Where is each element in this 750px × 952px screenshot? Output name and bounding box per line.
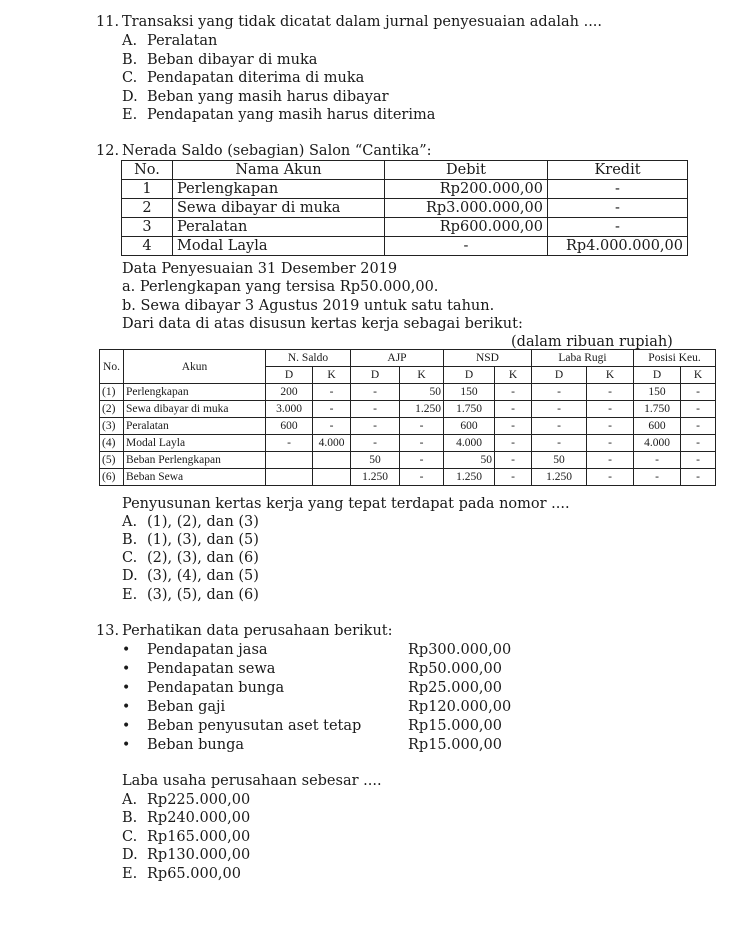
cell: Beban Perlengkapan [124,452,266,469]
ws-col-d: D [266,367,313,384]
data-item-label: Beban gaji [147,699,226,715]
q13-number: 13. [96,623,120,639]
cell: - [681,401,716,418]
cell: - [532,384,587,401]
q12-option-c: (2), (3), dan (6) [147,550,259,566]
data-item-value: Rp25.000,00 [408,680,502,696]
q13-option-e-letter: E. [122,866,138,882]
table-row [100,435,716,452]
cell: - [495,435,532,452]
cell: - [587,401,634,418]
cell: - [313,401,351,418]
cell: 50 [400,384,444,401]
bullet: • [122,737,131,753]
cell: - [495,469,532,486]
cell: - [548,180,688,199]
cell: - [351,418,400,435]
ws-col-k: K [681,367,716,384]
ws-col-akun: Akun [124,350,266,384]
cell: - [266,435,313,452]
cell: 150 [634,384,681,401]
cell: - [587,384,634,401]
cell: 3.000 [266,401,313,418]
cell: 1.750 [444,401,495,418]
cell: Perlengkapan [124,384,266,401]
ws-col-k: K [495,367,532,384]
ws-group-posisikeu: Posisi Keu. [634,350,716,367]
q11-option-b: Beban dibayar di muka [147,52,318,68]
q13-question: Laba usaha perusahaan sebesar .... [122,773,382,789]
data-item-label: Pendapatan jasa [147,642,268,658]
table-row [100,418,716,435]
bullet: • [122,661,131,677]
data-item-label: Beban penyusutan aset tetap [147,718,362,734]
ws-col-d: D [351,367,400,384]
cell: (6) [100,469,124,486]
bullet: • [122,642,131,658]
cell: - [351,384,400,401]
q12-option-e-letter: E. [122,587,138,603]
table-row [122,199,688,218]
worksheet-intro: Dari data di atas disusun kertas kerja sebagai berikut: [122,316,523,332]
trial-balance-table [121,160,688,256]
cell: 50 [351,452,400,469]
data-item-value: Rp120.000,00 [408,699,512,715]
cell: 1.250 [444,469,495,486]
q13-option-d-letter: D. [122,847,138,863]
ws-col-k: K [400,367,444,384]
cell: - [495,452,532,469]
q12-option-a-letter: A. [122,514,138,530]
cell: Perlengkapan [173,180,385,199]
ws-col-d: D [634,367,681,384]
cell: - [681,452,716,469]
q12-intro: Nerada Saldo (sebagian) Salon “Cantika”: [122,143,432,159]
q12-option-e: (3), (5), dan (6) [147,587,259,603]
ws-col-d: D [532,367,587,384]
q12-question: Penyusunan kertas kerja yang tepat terdapat pada nomor .... [122,496,570,512]
cell: - [495,384,532,401]
cell: Sewa dibayar di muka [173,199,385,218]
cell: - [400,452,444,469]
cell: Peralatan [173,218,385,237]
cell: - [532,401,587,418]
q12-option-d-letter: D. [122,568,138,584]
cell: 600 [634,418,681,435]
cell: - [587,435,634,452]
col-kredit: Kredit [548,161,688,180]
q13-intro: Perhatikan data perusahaan berikut: [122,623,393,639]
data-item-value: Rp15.000,00 [408,718,502,734]
cell: 4.000 [444,435,495,452]
q13-option-e: Rp65.000,00 [147,866,241,882]
cell: - [634,452,681,469]
cell: 2 [122,199,173,218]
q11-option-d: Beban yang masih harus dibayar [147,89,389,105]
cell: Modal Layla [124,435,266,452]
col-no: No. [122,161,173,180]
q11-question: Transaksi yang tidak dicatat dalam jurnal penyesuaian adalah .... [122,14,603,30]
data-item-label: Pendapatan bunga [147,680,285,696]
ws-col-no: No. [100,350,124,384]
cell: - [681,384,716,401]
worksheet-table [99,349,716,486]
table-row [122,218,688,237]
table-row [122,180,688,199]
cell: 1.750 [634,401,681,418]
q11-number: 11. [96,14,120,30]
ws-col-k: K [313,367,351,384]
q13-option-c-letter: C. [122,829,138,845]
cell: 4.000 [634,435,681,452]
q12-number: 12. [96,143,120,159]
cell: Peralatan [124,418,266,435]
cell: - [400,418,444,435]
q12-option-d: (3), (4), dan (5) [147,568,259,584]
cell [313,452,351,469]
data-item-label: Beban bunga [147,737,244,753]
q11-option-e-letter: E. [122,107,138,123]
cell [266,452,313,469]
q11-option-c-letter: C. [122,70,138,86]
cell: - [385,237,548,256]
data-item-value: Rp300.000,00 [408,642,512,658]
q11-option-a: Peralatan [147,33,218,49]
col-nama-akun: Nama Akun [173,161,385,180]
table-row [100,469,716,486]
cell: 1 [122,180,173,199]
cell: (1) [100,384,124,401]
table-row [122,237,688,256]
cell: - [587,452,634,469]
cell: (5) [100,452,124,469]
ws-group-nsaldo: N. Saldo [266,350,351,367]
cell: - [495,401,532,418]
cell: - [681,435,716,452]
cell: - [587,418,634,435]
cell: - [400,435,444,452]
cell: - [532,418,587,435]
cell: Rp3.000.000,00 [385,199,548,218]
cell: - [351,401,400,418]
cell: - [681,469,716,486]
bullet: • [122,718,131,734]
cell: 600 [266,418,313,435]
unit-note: (dalam ribuan rupiah) [511,334,673,350]
cell [313,469,351,486]
data-item-label: Pendapatan sewa [147,661,276,677]
cell: - [587,469,634,486]
ws-col-d: D [444,367,495,384]
cell: - [400,469,444,486]
adjustment-title: Data Penyesuaian 31 Desember 2019 [122,261,398,277]
cell: Rp600.000,00 [385,218,548,237]
q13-option-a-letter: A. [122,792,138,808]
cell: (2) [100,401,124,418]
cell: - [495,418,532,435]
q12-option-b-letter: B. [122,532,138,548]
bullet: • [122,699,131,715]
ws-col-k: K [587,367,634,384]
cell: - [548,218,688,237]
cell: - [681,418,716,435]
cell [266,469,313,486]
q11-option-e: Pendapatan yang masih harus diterima [147,107,436,123]
adjustment-b: b. Sewa dibayar 3 Agustus 2019 untuk satu tahun. [122,298,495,314]
cell: - [548,199,688,218]
worksheet-header-group [100,350,716,367]
bullet: • [122,680,131,696]
cell: - [313,384,351,401]
cell: (3) [100,418,124,435]
ws-group-labarugi: Laba Rugi [532,350,634,367]
q13-option-b: Rp240.000,00 [147,810,251,826]
q12-option-b: (1), (3), dan (5) [147,532,259,548]
cell: 50 [532,452,587,469]
cell: Rp200.000,00 [385,180,548,199]
cell: - [351,435,400,452]
q11-option-c: Pendapatan diterima di muka [147,70,365,86]
cell: - [634,469,681,486]
cell: 50 [444,452,495,469]
ws-group-nsd: NSD [444,350,532,367]
cell: 1.250 [400,401,444,418]
q12-option-a: (1), (2), dan (3) [147,514,259,530]
q13-option-a: Rp225.000,00 [147,792,251,808]
cell: 600 [444,418,495,435]
cell: Modal Layla [173,237,385,256]
cell: - [532,435,587,452]
cell: 4 [122,237,173,256]
cell: 1.250 [351,469,400,486]
table-row [100,452,716,469]
q12-option-c-letter: C. [122,550,138,566]
q13-option-b-letter: B. [122,810,138,826]
q11-option-d-letter: D. [122,89,138,105]
cell: Sewa dibayar di muka [124,401,266,418]
cell: 3 [122,218,173,237]
data-item-value: Rp50.000,00 [408,661,502,677]
col-debit: Debit [385,161,548,180]
cell: Rp4.000.000,00 [548,237,688,256]
cell: 150 [444,384,495,401]
q11-option-b-letter: B. [122,52,138,68]
cell: 200 [266,384,313,401]
trial-balance-header [122,161,688,180]
q11-option-a-letter: A. [122,33,138,49]
cell: - [313,418,351,435]
ws-group-ajp: AJP [351,350,444,367]
cell: (4) [100,435,124,452]
data-item-value: Rp15.000,00 [408,737,502,753]
q13-option-d: Rp130.000,00 [147,847,251,863]
table-row [100,401,716,418]
cell: 1.250 [532,469,587,486]
cell: 4.000 [313,435,351,452]
q13-option-c: Rp165.000,00 [147,829,251,845]
adjustment-a: a. Perlengkapan yang tersisa Rp50.000,00. [122,279,439,295]
table-row [100,384,716,401]
cell: Beban Sewa [124,469,266,486]
